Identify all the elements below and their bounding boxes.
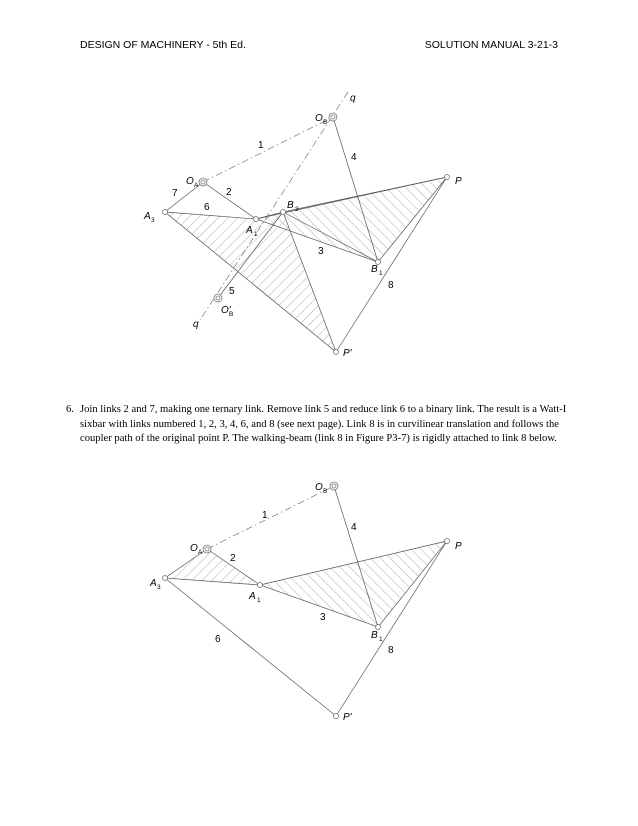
svg-text:1: 1 bbox=[379, 270, 383, 277]
label-B1: B bbox=[371, 264, 378, 275]
joint-P-prime bbox=[334, 714, 339, 719]
label-link-3: 3 bbox=[318, 246, 324, 257]
label-A1: A bbox=[246, 225, 253, 236]
label-link-8: 8 bbox=[388, 645, 394, 656]
label-P-prime: P' bbox=[343, 348, 352, 359]
label-q-bottom: q bbox=[193, 319, 199, 330]
joint-B1 bbox=[376, 625, 381, 630]
link-3-coupler-shape bbox=[260, 541, 447, 627]
label-A1: A bbox=[249, 591, 256, 602]
label-q-top: q bbox=[350, 93, 356, 104]
label-B3: B bbox=[287, 200, 294, 211]
figure-2-watt-sixbar bbox=[149, 482, 462, 723]
header-title: DESIGN OF MACHINERY - 5th Ed. bbox=[80, 39, 246, 51]
ground-link-1 bbox=[207, 486, 334, 549]
joint-P bbox=[445, 175, 450, 180]
label-P-prime: P' bbox=[343, 712, 352, 723]
label-link-4: 4 bbox=[351, 522, 357, 533]
label-A3: A bbox=[150, 578, 157, 589]
svg-text:1: 1 bbox=[257, 597, 261, 604]
label-link-1: 1 bbox=[262, 510, 268, 521]
joint-B3 bbox=[281, 210, 286, 215]
figure-1-original-linkage bbox=[143, 92, 462, 359]
joint-A1 bbox=[254, 217, 259, 222]
joint-P-prime bbox=[334, 350, 339, 355]
svg-text:1: 1 bbox=[254, 231, 258, 238]
label-link-2: 2 bbox=[230, 553, 236, 564]
svg-text:B: B bbox=[323, 488, 328, 495]
label-OA: O bbox=[186, 176, 194, 187]
label-OB: O bbox=[315, 482, 323, 493]
problem-number: 6. bbox=[66, 404, 74, 415]
label-O-prime: O' bbox=[221, 305, 231, 316]
label-link-2: 2 bbox=[226, 187, 232, 198]
joint-P bbox=[445, 539, 450, 544]
label-link-6: 6 bbox=[215, 634, 221, 645]
label-link-5: 5 bbox=[229, 286, 235, 297]
svg-text:B: B bbox=[323, 119, 328, 126]
ground-link-1 bbox=[203, 117, 333, 182]
svg-text:3: 3 bbox=[295, 206, 299, 213]
label-link-7: 7 bbox=[172, 188, 178, 199]
svg-text:A: A bbox=[198, 549, 203, 556]
link-2-ternary-shape bbox=[165, 549, 260, 585]
joint-A1 bbox=[258, 583, 263, 588]
label-link-6: 6 bbox=[204, 202, 210, 213]
label-link-1: 1 bbox=[258, 140, 264, 151]
svg-text:B: B bbox=[229, 311, 234, 318]
label-link-3: 3 bbox=[320, 612, 326, 623]
joint-A3 bbox=[163, 210, 168, 215]
label-P: P bbox=[455, 176, 462, 187]
header-page-ref: SOLUTION MANUAL 3-21-3 bbox=[424, 39, 558, 51]
label-link-4: 4 bbox=[351, 152, 357, 163]
label-OB: O bbox=[315, 113, 323, 124]
problem-text: Join links 2 and 7, making one ternary link. Remove link 5 and reduce link 6 to a binary link. The result is a Watt-I sixbar with links numbered 1, 2, 3, 4, 6, and 8 (see next page). Link 8 is in curvilinear translation and follows the coupler path of the original point P. The walking-beam (link 8 in Figure P3-7) is rigidly attached to link 8 below. bbox=[80, 404, 567, 445]
svg-text:3: 3 bbox=[157, 584, 161, 591]
label-link-8: 8 bbox=[388, 280, 394, 291]
svg-text:1: 1 bbox=[379, 636, 383, 643]
label-OA: O bbox=[190, 543, 198, 554]
svg-text:3: 3 bbox=[151, 217, 155, 224]
label-A3: A bbox=[144, 211, 151, 222]
label-P: P bbox=[455, 541, 462, 552]
svg-text:A: A bbox=[194, 182, 199, 189]
joint-A3 bbox=[163, 576, 168, 581]
label-B1: B bbox=[371, 630, 378, 641]
